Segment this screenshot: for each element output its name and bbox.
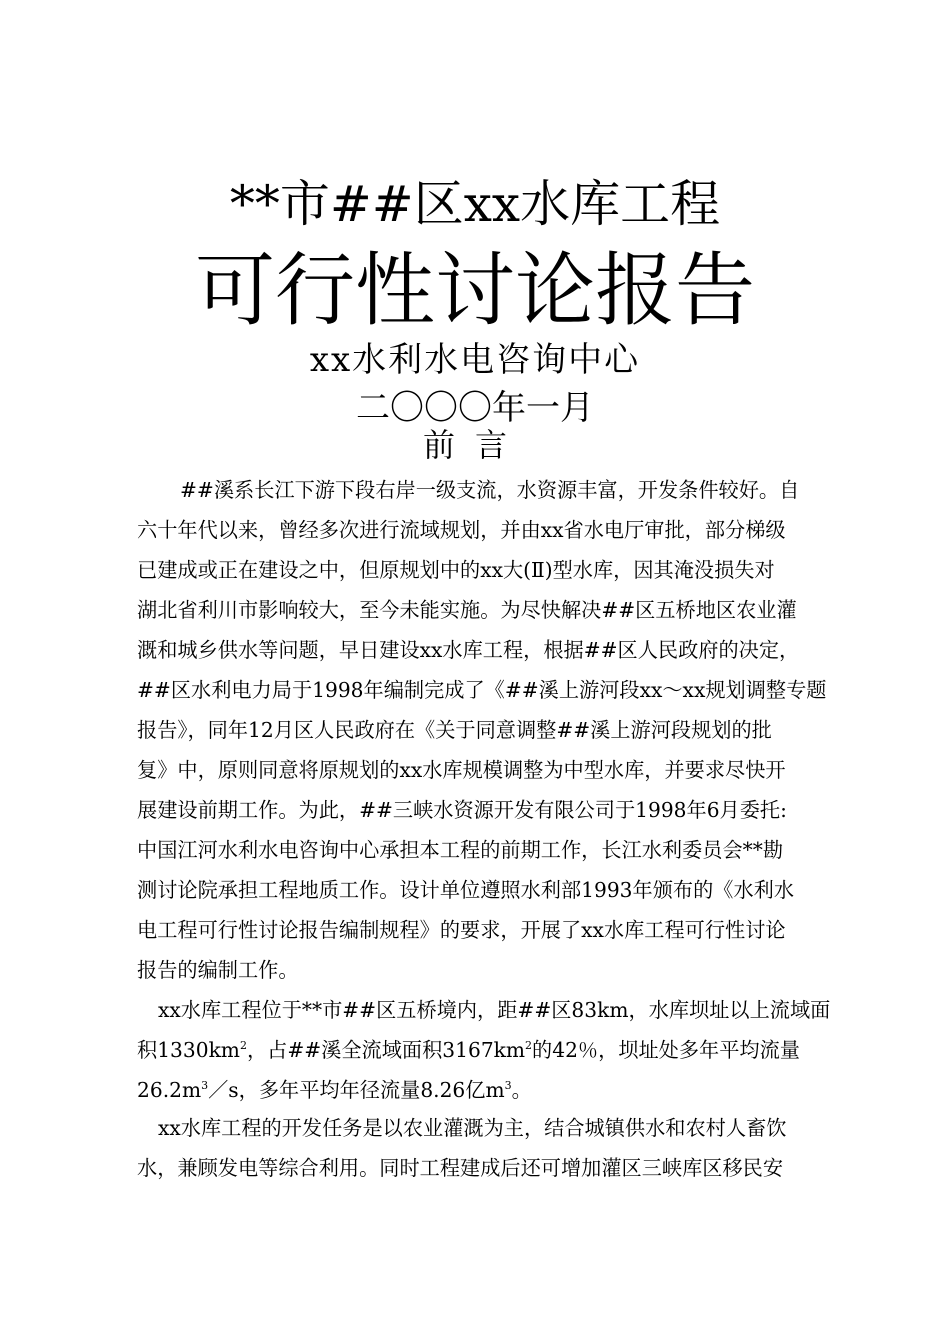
paragraph-line: 湖北省利川市影响较大，至今未能实施。为尽快解决##区五桥地区农业灌 [137, 598, 797, 622]
text-segment: 的42％，坝址处多年平均流量 [532, 1038, 800, 1062]
paragraph-line: 展建设前期工作。为此，##三峡水资源开发有限公司于1998年6月委托: [137, 798, 787, 822]
text-segment: ／s，多年平均年径流量8.26亿m [208, 1078, 505, 1102]
paragraph-line: 已建成或正在建设之中，但原规划中的xx大(Ⅱ)型水库，因其淹没损失对 [137, 558, 775, 582]
text-segment: 26.2m [137, 1078, 202, 1102]
report-date: 二〇〇〇年一月 [356, 388, 594, 428]
paragraph-line: xx水库工程的开发任务是以农业灌溉为主，结合城镇供水和农村人畜饮 [158, 1116, 787, 1140]
paragraph-line: 中国江河水利水电咨询中心承担本工程的前期工作，长江水利委员会**勘 [137, 838, 784, 862]
paragraph-line: 水，兼顾发电等综合利用。同时工程建成后还可增加灌区三峡库区移民安 [137, 1156, 784, 1180]
superscript: 3 [201, 1079, 209, 1092]
text-segment: 积1330km [137, 1038, 240, 1062]
paragraph-line: 报告的编制工作。 [137, 958, 299, 982]
paragraph-line: 电工程可行性讨论报告编制规程》的要求，开展了xx水库工程可行性讨论 [137, 918, 786, 942]
paragraph-line: 报告》，同年12月区人民政府在《关于同意调整##溪上游河段规划的批 [137, 718, 772, 742]
text-segment: 。 [511, 1078, 532, 1102]
superscript: 2 [525, 1039, 533, 1052]
organization-name: xx水利水电咨询中心 [309, 340, 641, 380]
text-segment: ，占##溪全流域面积3167km [246, 1038, 526, 1062]
paragraph-line [137, 1070, 857, 1110]
paragraph-line: ##溪系长江下游下段右岸一级支流，水资源丰富，开发条件较好。自 [180, 478, 800, 502]
paragraph-line: 六十年代以来，曾经多次进行流域规划，并由xx省水电厅审批，部分梯级 [137, 518, 786, 542]
paragraph-line: xx水库工程位于**市##区五桥境内，距##区83km，水库坝址以上流域面 [158, 998, 831, 1022]
paragraph-line: 复》中，原则同意将原规划的xx水库规模调整为中型水库，并要求尽快开 [137, 758, 786, 782]
superscript: 2 [239, 1039, 247, 1052]
superscript: 3 [504, 1079, 512, 1092]
section-heading: 前言 [422, 426, 527, 464]
paragraph-line: 测讨论院承担工程地质工作。设计单位遵照水利部1993年颁布的《水利水 [137, 878, 795, 902]
report-title-line2: 可行性讨论报告 [195, 244, 755, 337]
report-title-line1: **市##区xx水库工程 [229, 175, 721, 233]
paragraph-line: 溉和城乡供水等问题，早日建设xx水库工程，根据##区人民政府的决定， [137, 638, 800, 662]
paragraph-line: ##区水利电力局于1998年编制完成了《##溪上游河段xx～xx规划调整专题 [137, 678, 827, 702]
paragraph-line [137, 1030, 857, 1070]
